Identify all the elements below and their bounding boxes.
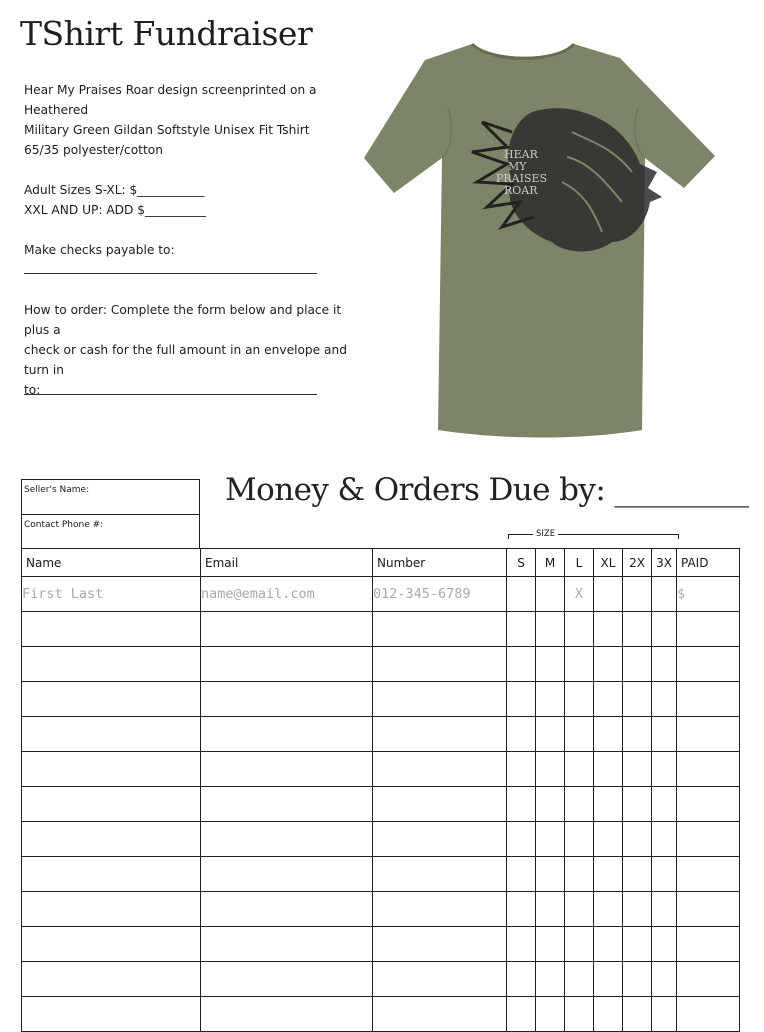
order-line: check or cash for the full amount in an envelope and turn in: [24, 343, 347, 377]
example-paid[interactable]: $: [677, 577, 740, 612]
cell-size-2x[interactable]: [623, 962, 652, 997]
cell-paid[interactable]: [677, 927, 740, 962]
cell-email[interactable]: [201, 787, 373, 822]
header-paid: PAID: [677, 549, 740, 577]
cell-size-s[interactable]: [507, 857, 536, 892]
cell-paid[interactable]: [677, 752, 740, 787]
description-line: Hear My Praises Roar design screenprinted on a Heathered: [24, 83, 317, 117]
cell-number[interactable]: [373, 752, 507, 787]
cell-size-l[interactable]: [565, 962, 594, 997]
table-header-row: [22, 549, 740, 577]
cell-size-3x[interactable]: [652, 997, 677, 1032]
cell-size-m[interactable]: [536, 612, 565, 647]
header-size-l: L: [565, 549, 594, 577]
cell-email[interactable]: [201, 962, 373, 997]
cell-size-m[interactable]: [536, 717, 565, 752]
cell-size-m[interactable]: [536, 892, 565, 927]
cell-size-xl[interactable]: [594, 962, 623, 997]
seller-name-field[interactable]: [22, 480, 199, 514]
cell-number[interactable]: [373, 822, 507, 857]
table-row: [22, 787, 740, 822]
cell-size-3x[interactable]: [652, 962, 677, 997]
cell-size-2x[interactable]: [623, 717, 652, 752]
cell-number[interactable]: [373, 612, 507, 647]
table-row: [22, 682, 740, 717]
cell-name[interactable]: [22, 857, 201, 892]
cell-size-s[interactable]: [507, 787, 536, 822]
example-size-2x[interactable]: [623, 577, 652, 612]
cell-size-3x[interactable]: [652, 717, 677, 752]
cell-size-l[interactable]: [565, 647, 594, 682]
cell-size-xl[interactable]: [594, 787, 623, 822]
cell-size-2x[interactable]: [623, 787, 652, 822]
cell-name[interactable]: [22, 787, 201, 822]
due-date-heading: Money & Orders Due by: _________: [225, 472, 749, 508]
cell-number[interactable]: [373, 962, 507, 997]
cell-size-m[interactable]: [536, 927, 565, 962]
cell-paid[interactable]: [677, 647, 740, 682]
cell-size-m[interactable]: [536, 962, 565, 997]
cell-size-2x[interactable]: [623, 892, 652, 927]
header-size-xl: XL: [594, 549, 623, 577]
cell-size-l[interactable]: [565, 857, 594, 892]
cell-size-2x[interactable]: [623, 927, 652, 962]
cell-size-s[interactable]: [507, 962, 536, 997]
cell-size-3x[interactable]: [652, 612, 677, 647]
cell-paid[interactable]: [677, 717, 740, 752]
cell-size-xl[interactable]: [594, 892, 623, 927]
cell-size-xl[interactable]: [594, 647, 623, 682]
cell-size-xl[interactable]: [594, 682, 623, 717]
cell-size-l[interactable]: [565, 752, 594, 787]
cell-number[interactable]: [373, 647, 507, 682]
cell-email[interactable]: [201, 682, 373, 717]
cell-size-2x[interactable]: [623, 647, 652, 682]
cell-size-3x[interactable]: [652, 822, 677, 857]
table-row: [22, 997, 740, 1032]
cell-number[interactable]: [373, 892, 507, 927]
table-row: [22, 647, 740, 682]
header-number: Number: [373, 549, 507, 577]
description-line: Military Green Gildan Softstyle Unisex Fit Tshirt: [24, 123, 310, 137]
cell-name[interactable]: [22, 647, 201, 682]
cell-size-l[interactable]: [565, 682, 594, 717]
cell-name[interactable]: [22, 717, 201, 752]
cell-size-m[interactable]: [536, 857, 565, 892]
adult-price: Adult Sizes S-XL: $___________: [24, 183, 205, 197]
cell-name[interactable]: [22, 892, 201, 927]
cell-size-2x[interactable]: [623, 752, 652, 787]
cell-paid[interactable]: [677, 612, 740, 647]
cell-name[interactable]: [22, 612, 201, 647]
cell-size-2x[interactable]: [623, 997, 652, 1032]
order-form-table: [21, 548, 740, 1032]
design-word: HEAR: [504, 148, 538, 161]
cell-size-l[interactable]: [565, 612, 594, 647]
table-row: [22, 752, 740, 787]
cell-size-3x[interactable]: [652, 892, 677, 927]
cell-email[interactable]: [201, 997, 373, 1032]
cell-size-s[interactable]: [507, 997, 536, 1032]
cell-paid[interactable]: [677, 962, 740, 997]
table-row: [22, 717, 740, 752]
cell-email[interactable]: [201, 612, 373, 647]
cell-size-l[interactable]: [565, 927, 594, 962]
cell-paid[interactable]: [677, 682, 740, 717]
cell-paid[interactable]: [677, 892, 740, 927]
header-size-3x: 3X: [652, 549, 677, 577]
cell-paid[interactable]: [677, 857, 740, 892]
cell-paid[interactable]: [677, 822, 740, 857]
cell-size-xl[interactable]: [594, 997, 623, 1032]
table-row: [22, 962, 740, 997]
cell-size-3x[interactable]: [652, 647, 677, 682]
cell-size-s[interactable]: [507, 682, 536, 717]
turn-in-line: [24, 394, 317, 395]
cell-name[interactable]: [22, 822, 201, 857]
cell-size-xl[interactable]: [594, 822, 623, 857]
cell-size-l[interactable]: [565, 997, 594, 1032]
design-word: ROAR: [504, 184, 538, 197]
example-email[interactable]: name@email.com: [201, 577, 373, 612]
cell-size-m[interactable]: [536, 822, 565, 857]
cell-size-2x[interactable]: [623, 822, 652, 857]
cell-size-2x[interactable]: [623, 682, 652, 717]
cell-email[interactable]: [201, 717, 373, 752]
contact-phone-field[interactable]: [22, 514, 199, 548]
table-row: [22, 927, 740, 962]
example-size-3x[interactable]: [652, 577, 677, 612]
cell-size-3x[interactable]: [652, 857, 677, 892]
cell-number[interactable]: [373, 682, 507, 717]
cell-size-3x[interactable]: [652, 752, 677, 787]
cell-size-3x[interactable]: [652, 787, 677, 822]
cell-name[interactable]: [22, 682, 201, 717]
cell-size-s[interactable]: [507, 752, 536, 787]
cell-size-l[interactable]: [565, 717, 594, 752]
cell-size-3x[interactable]: [652, 682, 677, 717]
cell-size-m[interactable]: [536, 752, 565, 787]
cell-name[interactable]: [22, 962, 201, 997]
seller-info-box: [21, 479, 200, 549]
table-row: [22, 857, 740, 892]
cell-size-s[interactable]: [507, 822, 536, 857]
page-title: TShirt Fundraiser: [20, 14, 313, 53]
cell-size-3x[interactable]: [652, 927, 677, 962]
cell-size-s[interactable]: [507, 927, 536, 962]
cell-size-m[interactable]: [536, 997, 565, 1032]
cell-number[interactable]: [373, 857, 507, 892]
order-line: How to order: Complete the form below and place it plus a: [24, 303, 342, 337]
design-word: MY: [508, 160, 527, 173]
header-size-m: M: [536, 549, 565, 577]
table-row: [22, 822, 740, 857]
cell-email[interactable]: [201, 647, 373, 682]
cell-email[interactable]: [201, 857, 373, 892]
example-number[interactable]: 012-345-6789: [373, 577, 507, 612]
cell-size-xl[interactable]: [594, 612, 623, 647]
example-size-l[interactable]: X: [565, 577, 594, 612]
cell-size-2x[interactable]: [623, 857, 652, 892]
contact-phone-label: Contact Phone #:: [24, 520, 104, 530]
checks-payable-line: [24, 273, 317, 274]
cell-email[interactable]: [201, 752, 373, 787]
cell-number[interactable]: [373, 787, 507, 822]
cell-size-s[interactable]: [507, 647, 536, 682]
example-size-s[interactable]: [507, 577, 536, 612]
example-size-xl[interactable]: [594, 577, 623, 612]
cell-name[interactable]: [22, 752, 201, 787]
design-word: PRAISES: [496, 172, 548, 185]
checks-payable-label: Make checks payable to:: [24, 243, 175, 257]
cell-name[interactable]: [22, 997, 201, 1032]
cell-size-m[interactable]: [536, 647, 565, 682]
example-size-m[interactable]: [536, 577, 565, 612]
cell-size-xl[interactable]: [594, 927, 623, 962]
cell-email[interactable]: [201, 822, 373, 857]
table-row: [22, 612, 740, 647]
cell-size-m[interactable]: [536, 787, 565, 822]
cell-email[interactable]: [201, 892, 373, 927]
header-size-s: S: [507, 549, 536, 577]
cell-number[interactable]: [373, 717, 507, 752]
cell-size-s[interactable]: [507, 892, 536, 927]
cell-size-s[interactable]: [507, 717, 536, 752]
header-name: Name: [22, 549, 201, 577]
cell-paid[interactable]: [677, 787, 740, 822]
xxl-price: XXL AND UP: ADD $__________: [24, 203, 206, 217]
cell-number[interactable]: [373, 997, 507, 1032]
order-line: to:: [24, 383, 41, 397]
header-size-2x: 2X: [623, 549, 652, 577]
size-group-label: SIZE: [533, 529, 558, 539]
cell-size-m[interactable]: [536, 682, 565, 717]
fabric-text: 65/35 polyester/cotton: [24, 143, 163, 157]
example-name[interactable]: First Last: [22, 577, 201, 612]
tshirt-image: [362, 38, 722, 438]
cell-size-l[interactable]: [565, 892, 594, 927]
cell-size-xl[interactable]: [594, 752, 623, 787]
cell-number[interactable]: [373, 927, 507, 962]
cell-size-xl[interactable]: [594, 857, 623, 892]
header-email: Email: [201, 549, 373, 577]
cell-name[interactable]: [22, 927, 201, 962]
table-row: [22, 892, 740, 927]
cell-size-s[interactable]: [507, 612, 536, 647]
cell-size-xl[interactable]: [594, 717, 623, 752]
cell-size-l[interactable]: [565, 787, 594, 822]
example-row: [22, 577, 740, 612]
price-block: [24, 180, 364, 220]
cell-paid[interactable]: [677, 997, 740, 1032]
seller-name-label: Seller's Name:: [24, 485, 90, 495]
how-to-order-block: [24, 300, 364, 400]
cell-size-2x[interactable]: [623, 612, 652, 647]
cell-email[interactable]: [201, 927, 373, 962]
cell-size-l[interactable]: [565, 822, 594, 857]
description-block: [24, 80, 364, 140]
